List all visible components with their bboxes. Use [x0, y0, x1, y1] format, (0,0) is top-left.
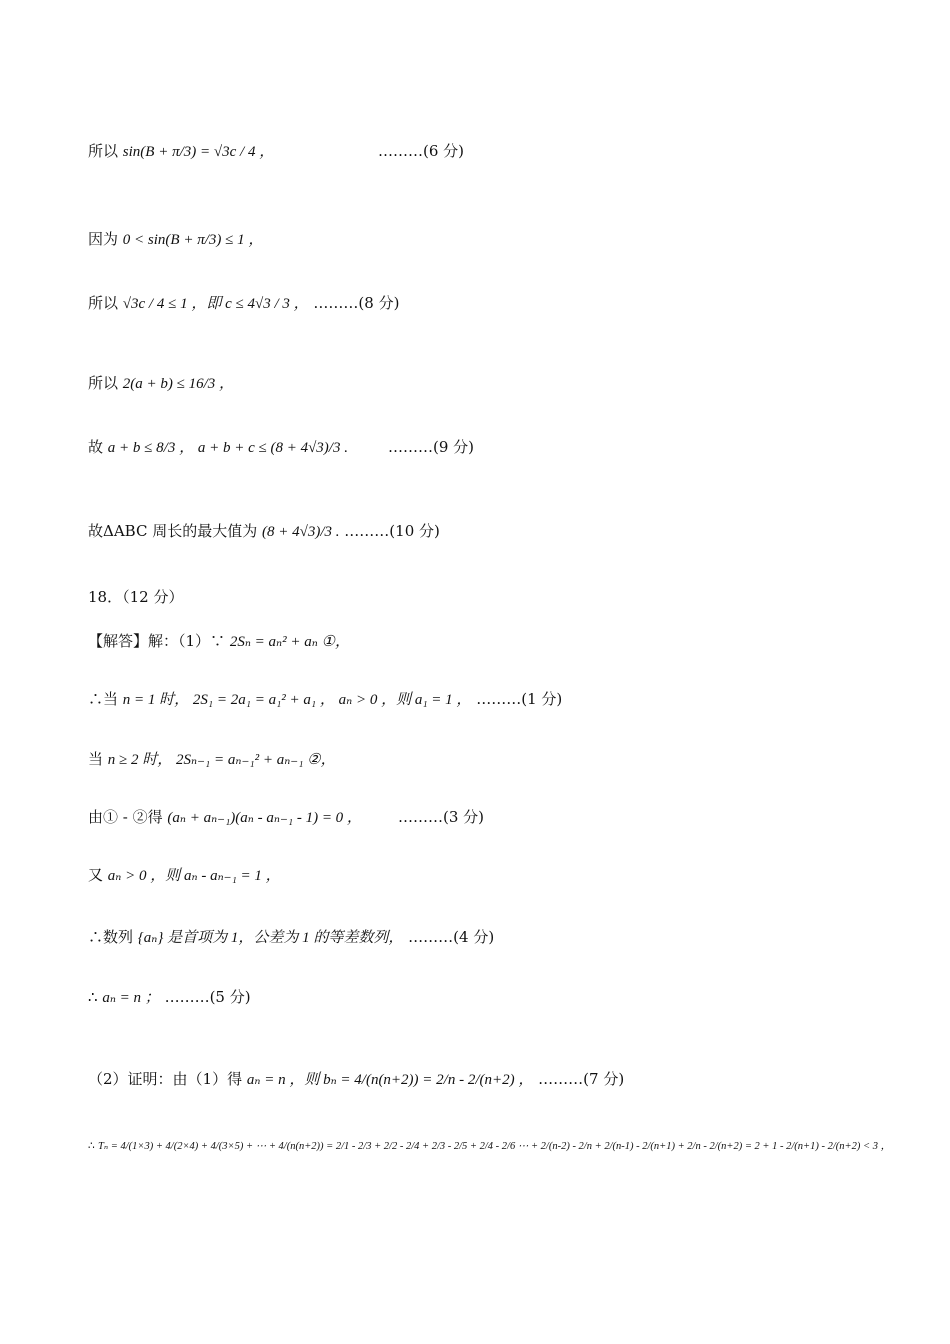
line-sin-equation: [88, 140, 910, 161]
answer-line-6: [88, 926, 910, 947]
question-number: 18．（12 分）: [88, 588, 184, 606]
formula-n2: n ≥ 2 时， 2Sₙ₋₁ = aₙ₋₁² + aₙ₋₁ ②，: [107, 752, 336, 768]
formula-tn: Tₙ = 4/(1×3) + 4/(2×4) + 4/(3×5) + ⋯ + 4/(n(n+2)) = 2/1 - 2/3 + 2/2 - 2/4 + 2/3 - 2/5 + 2/4 - 2/6 ⋯ + 2/(n-2) - 2/n + 2/(n-1) - 2/(n+1) + 2/n - 2/(n+2) = 2 + 1 - 2/(n+1) - 2/(n+2) < 3 ，: [98, 1141, 892, 1152]
answer-line-7: [88, 986, 910, 1007]
line-prefix: 因为: [88, 230, 119, 248]
formula-an: aₙ = n ；: [102, 990, 160, 1006]
score-7: ………(7 分): [538, 1070, 625, 1088]
line-prefix: （2）证明：由（1）得: [88, 1070, 243, 1088]
formula-sin: sin(B + π/3) = √3c / 4 ，: [122, 144, 275, 160]
answer-line-5: [88, 864, 910, 885]
formula-range: 0 < sin(B + π/3) ≤ 1 ，: [122, 232, 264, 248]
line-prefix: 由① - ②得: [88, 808, 163, 826]
answer-line-8: [88, 1068, 910, 1089]
score-6: ………(6 分): [378, 142, 465, 160]
formula-sn: 2Sₙ = aₙ² + aₙ ①，: [229, 634, 351, 650]
line-prefix: 所以: [88, 142, 119, 160]
formula-perimeter-bound: a + b ≤ 8/3 ， a + b + c ≤ (8 + 4√3)/3 .: [107, 440, 348, 456]
score-1: ………(1 分): [476, 690, 563, 708]
score-4: ………(4 分): [408, 928, 495, 946]
line-prefix: 当: [88, 750, 104, 768]
score-3: ………(3 分): [398, 808, 485, 826]
formula-difference: aₙ > 0 ，则 aₙ - aₙ₋₁ = 1 ，: [107, 868, 281, 884]
line-prefix: 又: [88, 866, 104, 884]
formula-subtract: (aₙ + aₙ₋₁)(aₙ - aₙ₋₁ - 1) = 0 ，: [167, 810, 362, 826]
question-18-heading: [88, 586, 910, 607]
answer-line-9: [88, 1138, 910, 1155]
answer-label: 【解答】解：（1）∵: [88, 632, 226, 650]
formula-ab-bound: 2(a + b) ≤ 16/3 ，: [122, 376, 235, 392]
line-prefix: 所以: [88, 374, 119, 392]
line-prefix: ∴: [88, 988, 98, 1006]
line-prefix: ∴当: [88, 690, 119, 708]
formula-arith-seq: {aₙ} 是首项为 1，公差为 1 的等差数列，: [137, 930, 404, 946]
answer-line-2: [88, 688, 910, 709]
answer-line-1: [88, 630, 910, 651]
line-prefix: ∴数列: [88, 928, 134, 946]
answer-line-4: [88, 806, 910, 827]
answer-line-3: [88, 748, 910, 769]
score-10: ………(10 分): [344, 522, 440, 540]
formula-n1: n = 1 时， 2S₁ = 2a₁ = a₁² + a₁ ， aₙ > 0 ，则 a₁ = 1 ，: [122, 692, 472, 708]
line-prefix: 故: [88, 438, 104, 456]
formula-max-perimeter: (8 + 4√3)/3 .: [262, 524, 340, 540]
formula-bn: aₙ = n ，则 bₙ = 4/(n(n+2)) = 2/n - 2/(n+2) ，: [246, 1072, 534, 1088]
line-c-bound: [88, 292, 910, 313]
line-perimeter-bound: [88, 436, 910, 457]
score-8: ………(8 分): [313, 294, 400, 312]
formula-c-bound: √3c / 4 ≤ 1 ，即 c ≤ 4√3 / 3 ，: [122, 296, 309, 312]
line-prefix: 所以: [88, 294, 119, 312]
line-prefix: 故ΔABC 周长的最大值为: [88, 522, 258, 540]
score-5: ………(5 分): [164, 988, 251, 1006]
line-range-sin: [88, 228, 910, 249]
score-9: ………(9 分): [388, 438, 475, 456]
line-max-perimeter: [88, 520, 910, 541]
line-ab-bound: [88, 372, 910, 393]
line-prefix: ∴: [88, 1140, 95, 1152]
